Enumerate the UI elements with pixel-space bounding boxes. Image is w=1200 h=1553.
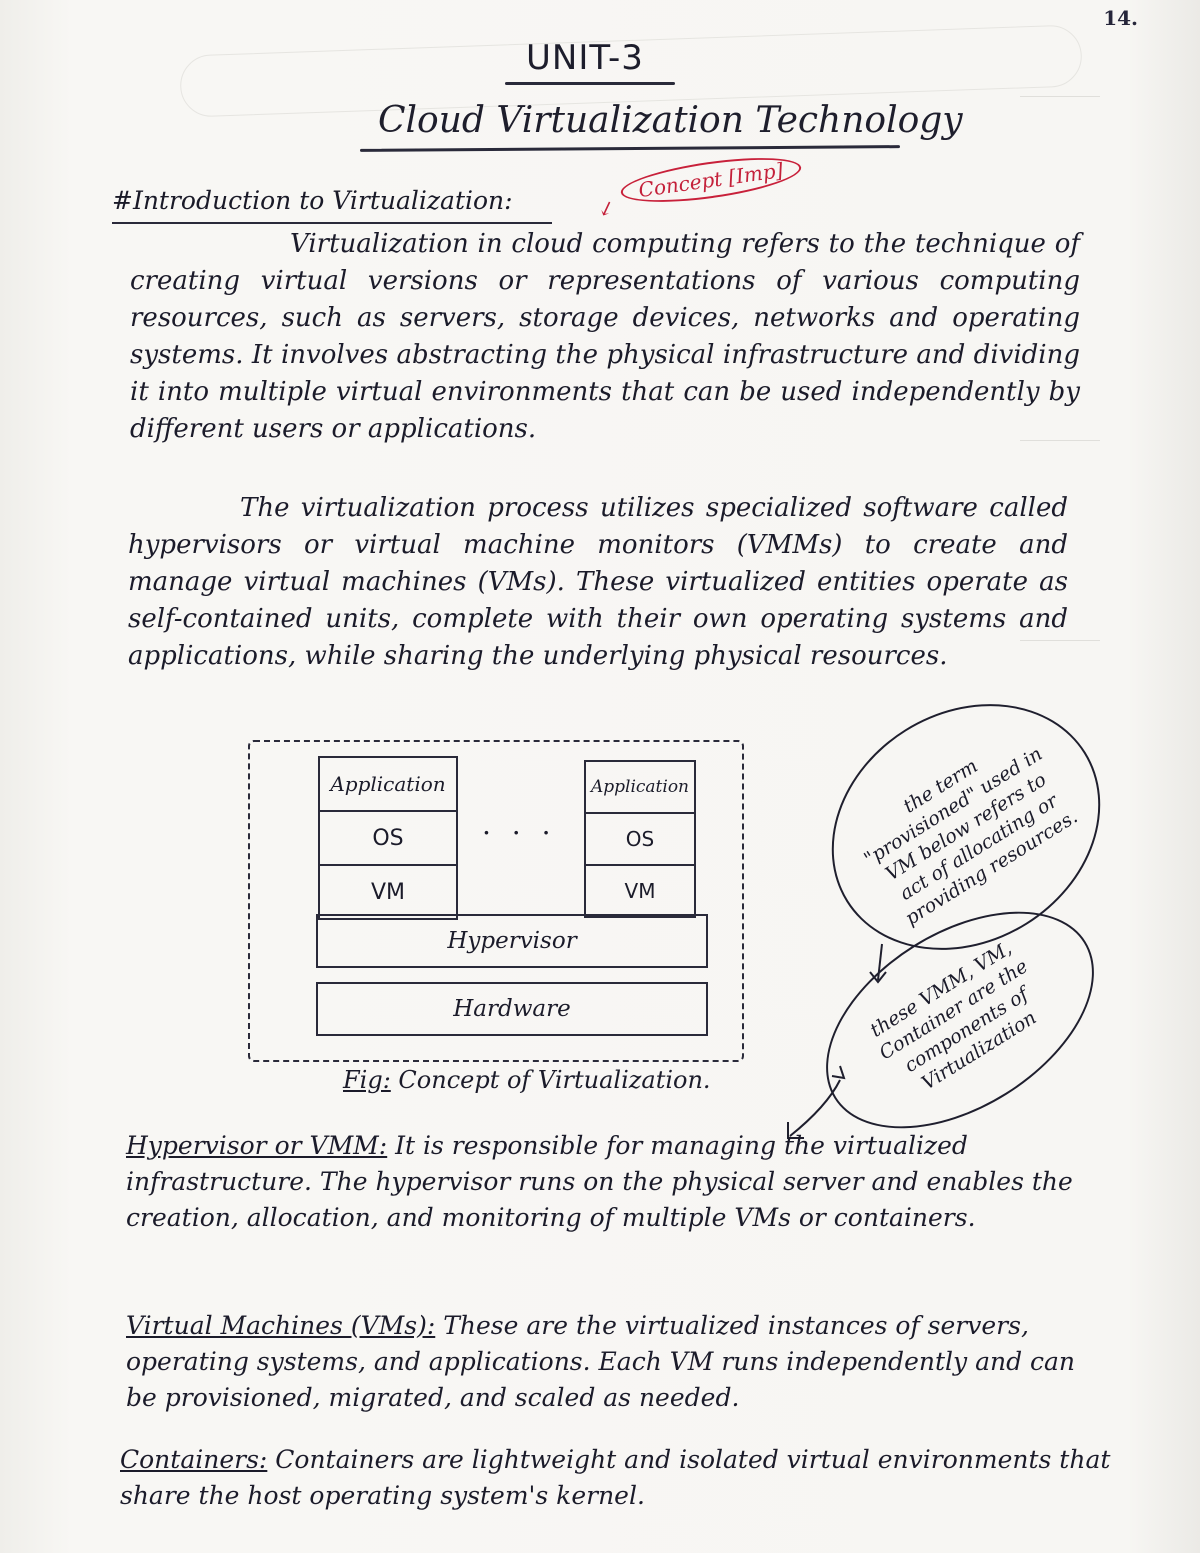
section-heading: #Introduction to Virtualization: [112,186,513,215]
virtualization-diagram [248,740,744,1062]
hypervisor-layer: Hypervisor [316,914,708,968]
hypervisor-term: Hypervisor or VMM: [126,1131,388,1160]
figure-caption [343,1066,711,1094]
stack-application: Application [320,758,456,812]
pointer-arrowtail-icon [832,1066,844,1078]
ellipsis: . . . [482,808,557,841]
components-note-text: these VMM, VM, Container are the components of Virtualization [866,937,1041,1095]
hardware-layer: Hardware [316,982,708,1036]
bleed-through-line [1020,96,1100,97]
figure-caption-prefix: Fig: [343,1066,391,1094]
vm-definition [126,1308,1086,1416]
concept-important-badge: Concept [Imp] [618,150,803,211]
page-number: 14. [1103,6,1138,30]
intro-paragraph: Virtualization in cloud computing refers to the technique of creating virtual versions or representations of various computing resources, such as servers, storage devices, networks and operating systems. It involves abstracting the physical infrastructure and dividing it into multiple virtual environments that can be used independently by different users or applications. [130,229,1080,444]
section-heading-underline [112,222,552,224]
vm-text: These are the virtualized instances of servers, operating systems, and applications. Each VM runs independently and can be provisioned, migrated, and scaled as needed. [126,1311,1076,1412]
process-paragraph: The virtualization process utilizes specialized software called hypervisors or virtual machine monitors (VMMs) to create and manage virtual machines (VMs). These virtualized entities operate as self-contained units, complete with their own operating systems and applications, while sharing the underlying physical resources. [128,493,1068,671]
page-title-underline [360,145,900,152]
stack-os: OS [320,812,456,866]
vm-stack-right [584,760,696,918]
note-arrows [760,940,920,1150]
hypervisor-text: It is responsible for managing the virtualized infrastructure. The hypervisor runs on the physical server and enables the creation, allocation, and monitoring of multiple VMs or containers. [126,1131,1073,1232]
vm-stack-left [318,756,458,920]
stack-os: OS [586,814,694,866]
unit-title: UNIT-3 [526,38,644,78]
badge-arrow-icon: ↙ [594,193,619,223]
connector-arrow-line [878,944,882,980]
stack-vm: VM [370,879,406,905]
figure-caption-text: Concept of Virtualization. [398,1066,711,1094]
provisioned-note-text: the term "provisioned" used in VM below refers to act of allocating or providing resources. [860,742,1082,930]
unit-title-underline [505,82,675,85]
vm-term: Virtual Machines (VMs): [126,1311,436,1340]
page-title: Cloud Virtualization Technology [378,100,963,141]
hypervisor-definition [126,1128,1076,1236]
stack-vm: VM [624,879,656,903]
stack-application: Application [586,762,694,814]
containers-text: Containers are lightweight and isolated virtual environments that share the host operating system's kernel. [120,1445,1111,1510]
containers-term: Containers: [120,1445,268,1474]
containers-definition [120,1442,1120,1514]
